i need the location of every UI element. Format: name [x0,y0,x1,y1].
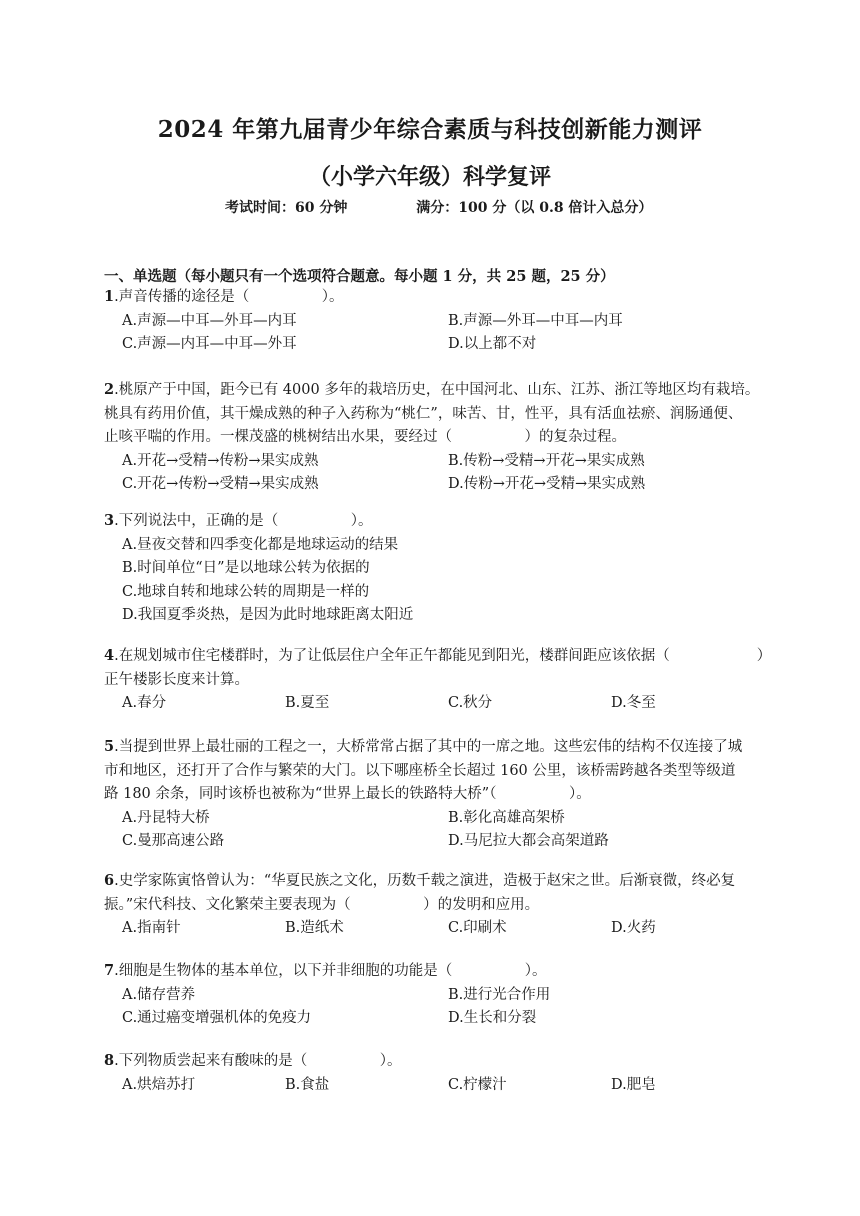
question-stem: .在规划城市住宅楼群时，为了让低层住户全年正午都能见到阳光，楼群间距应该依据（ ） [114,648,772,664]
option-a: A.烘焙苏打 [122,1076,196,1093]
option-d: D.肥皂 [611,1076,656,1093]
option-b: B.彰化高雄高架桥 [448,809,565,826]
exam-subtitle: （小学六年级）科学复评 [308,164,551,190]
question-stem: .桃原产于中国，距今已有 4000 多年的栽培历史，在中国河北、山东、江苏、浙江等地区均有栽培。 [114,382,760,398]
question-stem: .下列物质尝起来有酸味的是（ ）。 [114,1053,402,1069]
full-score: 满分：100 分（以 0.8 倍计入总分） [416,200,653,216]
question-stem: .下列说法中，正确的是（ ）。 [114,513,373,529]
option-a: A.丹昆特大桥 [122,809,210,826]
question-1 [104,285,764,357]
option-b: B.声源—外耳—中耳—内耳 [448,312,623,329]
option-c: C.秋分 [448,695,493,711]
question-stem: .细胞是生物体的基本单位，以下并非细胞的功能是（ ）。 [114,963,547,979]
option-c: C.曼那高速公路 [122,833,225,849]
option-d: D.马尼拉大都会高架道路 [448,833,609,849]
option-a: A.储存营养 [122,986,196,1003]
question-stem: 桃具有药用价值，其干燥成熟的种子入药称为“桃仁”，味苦、甘，性平，具有活血祛瘀、润肠通便、 [104,405,743,422]
option-d: D.以上都不对 [448,336,537,352]
option-a: A.指南针 [122,920,181,936]
question-8 [104,1049,764,1097]
option-c: C.地球自转和地球公转的周期是一样的 [122,583,370,600]
question-number: 6 [104,872,115,889]
option-c: C.柠檬汁 [448,1076,507,1093]
question-number: 7 [104,962,115,979]
question-3 [104,509,764,628]
question-6 [104,869,764,941]
option-d: D.生长和分裂 [448,1010,537,1026]
option-b: B.时间单位“日”是以地球公转为依据的 [122,560,370,576]
question-stem: 路 180 余条，同时该桥也被称为“世界上最长的铁路特大桥”（ ）。 [104,786,591,802]
section-heading: 一、单选题（每小题只有一个选项符合题意。每小题 1 分，共 25 题，25 分） [104,268,615,285]
question-4 [104,644,772,716]
exam-time: 考试时间：60 分钟 [225,200,348,216]
option-b: B.食盐 [285,1076,330,1093]
option-a: A.昼夜交替和四季变化都是地球运动的结果 [122,536,399,553]
question-number: 4 [104,647,115,664]
option-a: A.开花→受精→传粉→果实成熟 [122,452,319,469]
option-b: B.传粉→受精→开花→果实成熟 [448,452,645,469]
exam-meta [225,197,652,217]
option-d: D.火药 [611,920,656,936]
question-stem: .史学家陈寅恪曾认为：“华夏民族之文化，历数千载之演进，造极于赵宋之世。后渐衰微，终必复 [114,873,736,889]
question-5 [104,735,764,854]
option-d: D.冬至 [611,695,656,711]
option-a: A.春分 [122,695,167,711]
option-d: D.传粉→开花→受精→果实成熟 [448,476,646,492]
exam-title: 2024 年第九届青少年综合素质与科技创新能力测评 [157,116,703,143]
question-stem: 止咳平喘的作用。一棵茂盛的桃树结出水果，要经过（ ）的复杂过程。 [104,429,626,445]
question-number: 3 [104,512,115,529]
question-7 [104,959,764,1031]
question-number: 2 [104,381,115,398]
option-c: C.印刷术 [448,920,507,936]
option-d: D.我国夏季炎热，是因为此时地球距离太阳近 [122,607,414,623]
option-b: B.进行光合作用 [448,986,551,1003]
question-stem: 振。”宋代科技、文化繁荣主要表现为（ ）的发明和应用。 [104,896,540,913]
option-b: B.夏至 [285,695,330,711]
option-c: C.通过癌变增强机体的免疫力 [122,1010,312,1026]
option-c: C.开花→传粉→受精→果实成熟 [122,476,319,492]
question-number: 1 [104,288,115,305]
question-number: 5 [104,738,115,755]
question-stem: .当提到世界上最壮丽的工程之一，大桥常常占据了其中的一席之地。这些宏伟的结构不仅连接了城 [114,739,743,755]
question-stem: 市和地区，还打开了合作与繁荣的大门。以下哪座桥全长超过 160 公里，该桥需跨越各类型等级道 [104,762,736,779]
question-stem: 正午楼影长度来计算。 [104,671,249,688]
question-2 [104,378,764,497]
option-b: B.造纸术 [285,920,344,936]
option-a: A.声源—中耳—外耳—内耳 [122,312,297,329]
question-number: 8 [104,1052,115,1069]
option-c: C.声源—内耳—中耳—外耳 [122,336,297,352]
question-stem: .声音传播的途径是（ ）。 [114,289,344,305]
